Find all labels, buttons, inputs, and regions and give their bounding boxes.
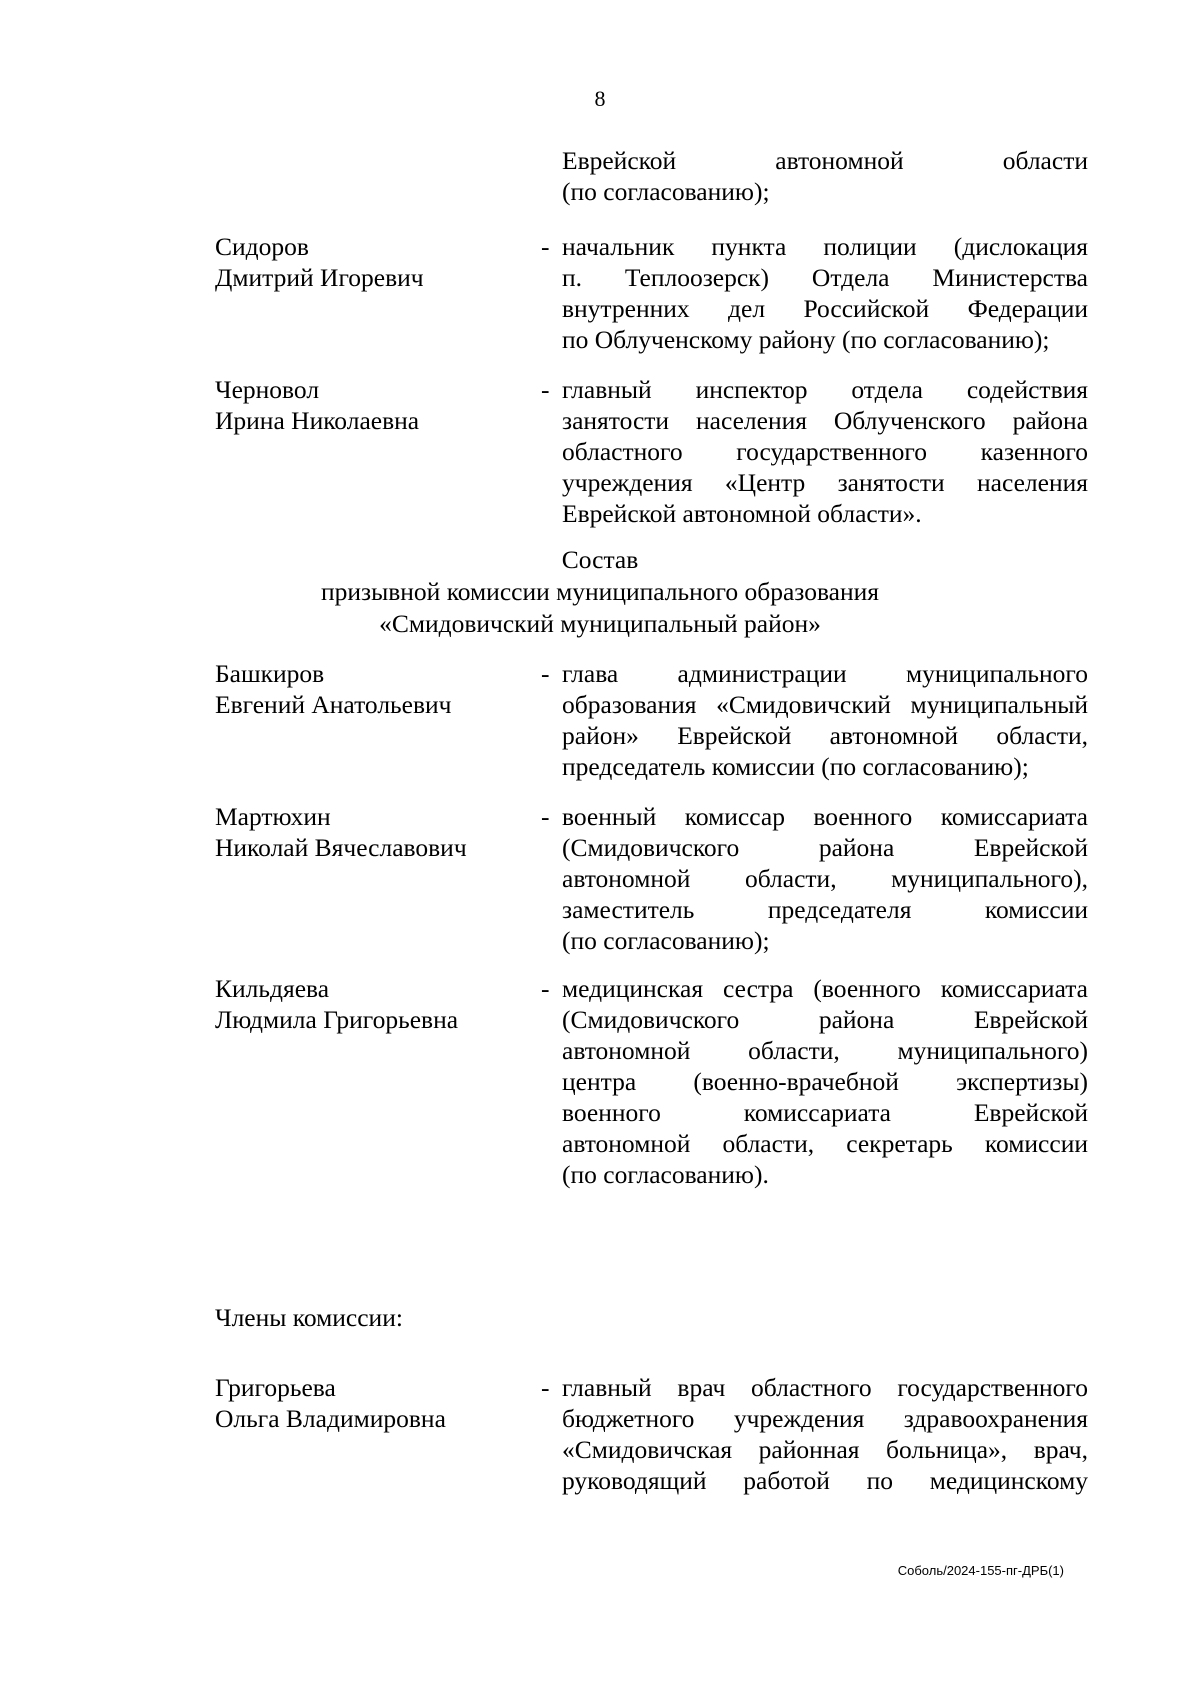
description-line: (по согласованию); bbox=[562, 177, 770, 206]
description-line: областного государственного казенного bbox=[562, 437, 1088, 466]
description-line: автономной области, секретарь комиссии bbox=[562, 1129, 1088, 1158]
description-line: Еврейской автономной области bbox=[562, 146, 1088, 175]
description-line: заместитель председателя комиссии bbox=[562, 895, 1088, 924]
description-line: начальник пункта полиции (дислокация bbox=[562, 232, 1088, 261]
description-line: (по согласованию); bbox=[562, 926, 770, 955]
description-line: район» Еврейской автономной области, bbox=[562, 721, 1088, 750]
member-position bbox=[562, 374, 1088, 529]
member-position bbox=[562, 658, 1088, 782]
document-code: Соболь/2024-155-пг-ДРБ(1) bbox=[897, 1563, 1064, 1578]
member-name bbox=[215, 1372, 515, 1434]
description-line: (Смидовичского района Еврейской bbox=[562, 1005, 1088, 1034]
description-line: глава администрации муниципального bbox=[562, 659, 1088, 688]
member-surname: Григорьева bbox=[215, 1373, 336, 1402]
description-line: руководящий работой по медицинскому bbox=[562, 1466, 1088, 1495]
description-line: военного комиссариата Еврейской bbox=[562, 1098, 1088, 1127]
description-line: «Смидовичская районная больница», врач, bbox=[562, 1435, 1088, 1464]
description-line: бюджетного учреждения здравоохранения bbox=[562, 1404, 1088, 1433]
heading-line: Состав bbox=[561, 545, 639, 574]
member-surname: Черновол bbox=[215, 375, 320, 404]
member-surname: Мартюхин bbox=[215, 802, 331, 831]
dash-separator: - bbox=[541, 232, 550, 261]
member-surname: Башкиров bbox=[215, 659, 325, 688]
member-surname: Кильдяева bbox=[215, 974, 330, 1003]
member-given-names: Евгений Анатольевич bbox=[215, 690, 452, 719]
member-position bbox=[562, 1372, 1088, 1496]
member-position bbox=[562, 231, 1088, 355]
dash-separator: - bbox=[541, 802, 550, 831]
member-position bbox=[562, 801, 1088, 956]
member-name bbox=[215, 973, 515, 1035]
description-line: медицинская сестра (военного комиссариата bbox=[562, 974, 1088, 1003]
member-name bbox=[215, 658, 515, 720]
page-number: 8 bbox=[594, 86, 606, 111]
member-given-names: Ирина Николаевна bbox=[215, 406, 420, 435]
member-surname: Сидоров bbox=[215, 232, 309, 261]
description-line: Еврейской автономной области». bbox=[562, 499, 922, 528]
section-heading bbox=[0, 544, 1200, 640]
member-name bbox=[215, 231, 515, 293]
description-line: (Смидовичского района Еврейской bbox=[562, 833, 1088, 862]
description-line: председатель комиссии (по согласованию); bbox=[562, 752, 1029, 781]
description-line: автономной области, муниципального) bbox=[562, 1036, 1088, 1065]
member-given-names: Людмила Григорьевна bbox=[215, 1005, 459, 1034]
description-line: главный врач областного государственного bbox=[562, 1373, 1088, 1402]
dash-separator: - bbox=[541, 375, 550, 404]
description-line: главный инспектор отдела содействия bbox=[562, 375, 1088, 404]
heading-line: «Смидовичский муниципальный район» bbox=[379, 609, 821, 638]
description-line: по Облученскому району (по согласованию); bbox=[562, 325, 1050, 354]
member-name bbox=[215, 374, 515, 436]
description-line: занятости населения Облученского района bbox=[562, 406, 1088, 435]
description-line: автономной области, муниципального), bbox=[562, 864, 1088, 893]
dash-separator: - bbox=[541, 659, 550, 688]
member-given-names: Николай Вячеславович bbox=[215, 833, 467, 862]
dash-separator: - bbox=[541, 1373, 550, 1402]
heading-line: призывной комиссии муниципального образования bbox=[320, 577, 880, 606]
description-line: п. Теплоозерск) Отдела Министерства bbox=[562, 263, 1088, 292]
description-line: учреждения «Центр занятости населения bbox=[562, 468, 1088, 497]
description-line: военный комиссар военного комиссариата bbox=[562, 802, 1088, 831]
dash-separator: - bbox=[541, 974, 550, 1003]
member-given-names: Ольга Владимировна bbox=[215, 1404, 446, 1433]
description-line: центра (военно-врачебной экспертизы) bbox=[562, 1067, 1088, 1096]
continuation-description bbox=[562, 145, 1088, 207]
member-given-names: Дмитрий Игоревич bbox=[215, 263, 424, 292]
description-line: внутренних дел Российской Федерации bbox=[562, 294, 1088, 323]
member-position bbox=[562, 973, 1088, 1190]
description-line: (по согласованию). bbox=[562, 1160, 769, 1189]
members-label: Члены комиссии: bbox=[215, 1303, 403, 1332]
description-line: образования «Смидовичский муниципальный bbox=[562, 690, 1088, 719]
member-name bbox=[215, 801, 515, 863]
